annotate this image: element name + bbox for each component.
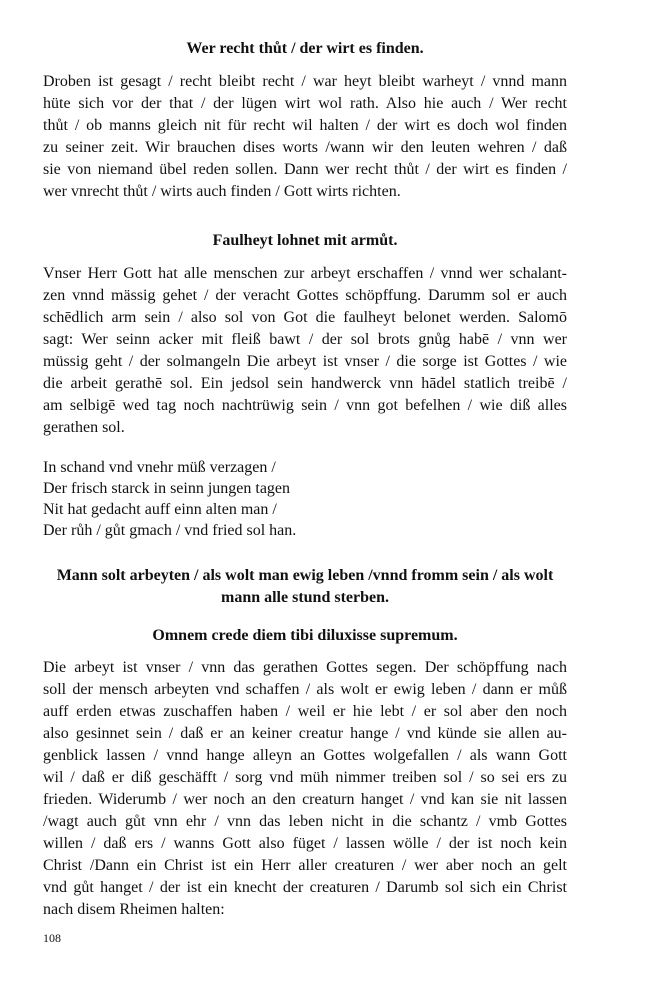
text-line: die arbeit gerathē sol. Ein jedsol sein handwerck vnn hādel statlich treibē / <box>43 375 567 392</box>
text-line: hüte sich vor der that / der lügen wirt wol rath. Also hie auch / Wer recht <box>43 95 567 112</box>
text-line: /wagt auch gůt vnn ehr / vnn das leben nicht in die schantz / vmb Gottes <box>43 813 567 830</box>
verse-line: Nit hat gedacht auff einn alten man / <box>43 501 277 518</box>
text-line: zen vnnd mässig gehet / der veracht Gottes schöpffung. Darumm sol er auch <box>43 287 567 304</box>
text-line: auff erden etwas zuschaffen haben / weil er hie lebt / er sol aber den noch <box>43 703 567 720</box>
text-line: genblick lassen / vnnd hange alleyn an Gottes wolgefallen / als wann Gott <box>43 747 567 764</box>
text-line: willen / daß ers / wanns Gott also füget / lassen wölle / der ist noch kein <box>43 835 567 852</box>
heading-line: mann alle stund sterben. <box>220 589 390 606</box>
text-line: gerathen sol. <box>43 419 125 436</box>
verse-line: Der frisch starck in seinn jungen tagen <box>43 480 291 497</box>
text-line: nach disem Rheimen halten: <box>43 901 225 918</box>
paragraph <box>43 71 567 203</box>
section-heading <box>43 565 567 609</box>
text-line: Die arbeyt ist vnser / vnn das gerathen Gottes segen. Der schöpffung nach <box>43 659 567 676</box>
latin-subheading: Omnem crede diem tibi diluxisse supremum. <box>152 627 458 644</box>
text-line: zu seiner zeit. Wir brauchen dises worts /wann wir den leuten wehren / daß <box>43 139 567 156</box>
text-line: Christ /Dann ein Christ ist ein Herr aller creaturen / wer aber noch an gelt <box>43 857 567 874</box>
verse <box>43 457 567 541</box>
text-line: wil / daß er diß geschäfft / sorg vnd müh nimmer treiben sol / so sei ers zu <box>43 769 567 786</box>
text-line: frieden. Widerumb / wer noch an den creaturn hanget / vnd kan sie nit lassen <box>43 791 567 808</box>
text-line: sagt: Wer seinn acker mit fleiß bawt / der sol brots gnůg habē / vnn wer <box>43 331 567 348</box>
text-line: schēdlich arm sein / also sol von Got die faulheyt belonet werden. Salomō <box>43 309 567 326</box>
text-line: also gesinnet sein / daß er an keiner creatur hange / vnd künde sie allen au- <box>43 725 567 742</box>
text-line: Vnser Herr Gott hat alle menschen zur arbeyt erschaffen / vnnd wer schalant- <box>43 265 567 282</box>
text-line: müssig geht / der solmangeln Die arbeyt ist vnser / die sorge ist Gottes / wie <box>43 353 567 370</box>
page-number: 108 <box>43 931 61 945</box>
verse-line: In schand vnd vnehr müß verzagen / <box>43 459 276 476</box>
section-heading: Faulheyt lohnet mit armůt. <box>212 232 398 249</box>
text-line: thůt / ob manns gleich nit für recht wil halten / der wirt es doch wol finden <box>43 117 567 134</box>
verse-line: Der růh / gůt gmach / vnd fried sol han. <box>43 522 297 539</box>
paragraph <box>43 263 567 439</box>
heading-line: Mann solt arbeyten / als wolt man ewig leben /vnnd fromm sein / als wolt <box>56 567 554 584</box>
text-line: wer vnrecht thůt / wirts auch finden / Gott wirts richten. <box>43 183 401 200</box>
text-line: soll der mensch arbeyten vnd schaffen / als wolt er ewig leben / dann er můß <box>43 681 567 698</box>
text-line: Droben ist gesagt / recht bleibt recht / war heyt bleibt warheyt / vnnd mann <box>43 73 567 90</box>
page-body <box>43 38 567 921</box>
text-line: vnd gůt hanget / der ist ein knecht der creaturen / Darumb sol sich ein Christ <box>43 879 567 896</box>
text-line: sie von niemand übel reden sollen. Dann wer recht thůt / der wirt es finden / <box>43 161 567 178</box>
paragraph <box>43 657 567 921</box>
section-heading: Wer recht thůt / der wirt es finden. <box>186 40 424 57</box>
text-line: am selbigē wed tag noch nachtrüwig sein / vnn got befelhen / wie diß alles <box>43 397 567 414</box>
